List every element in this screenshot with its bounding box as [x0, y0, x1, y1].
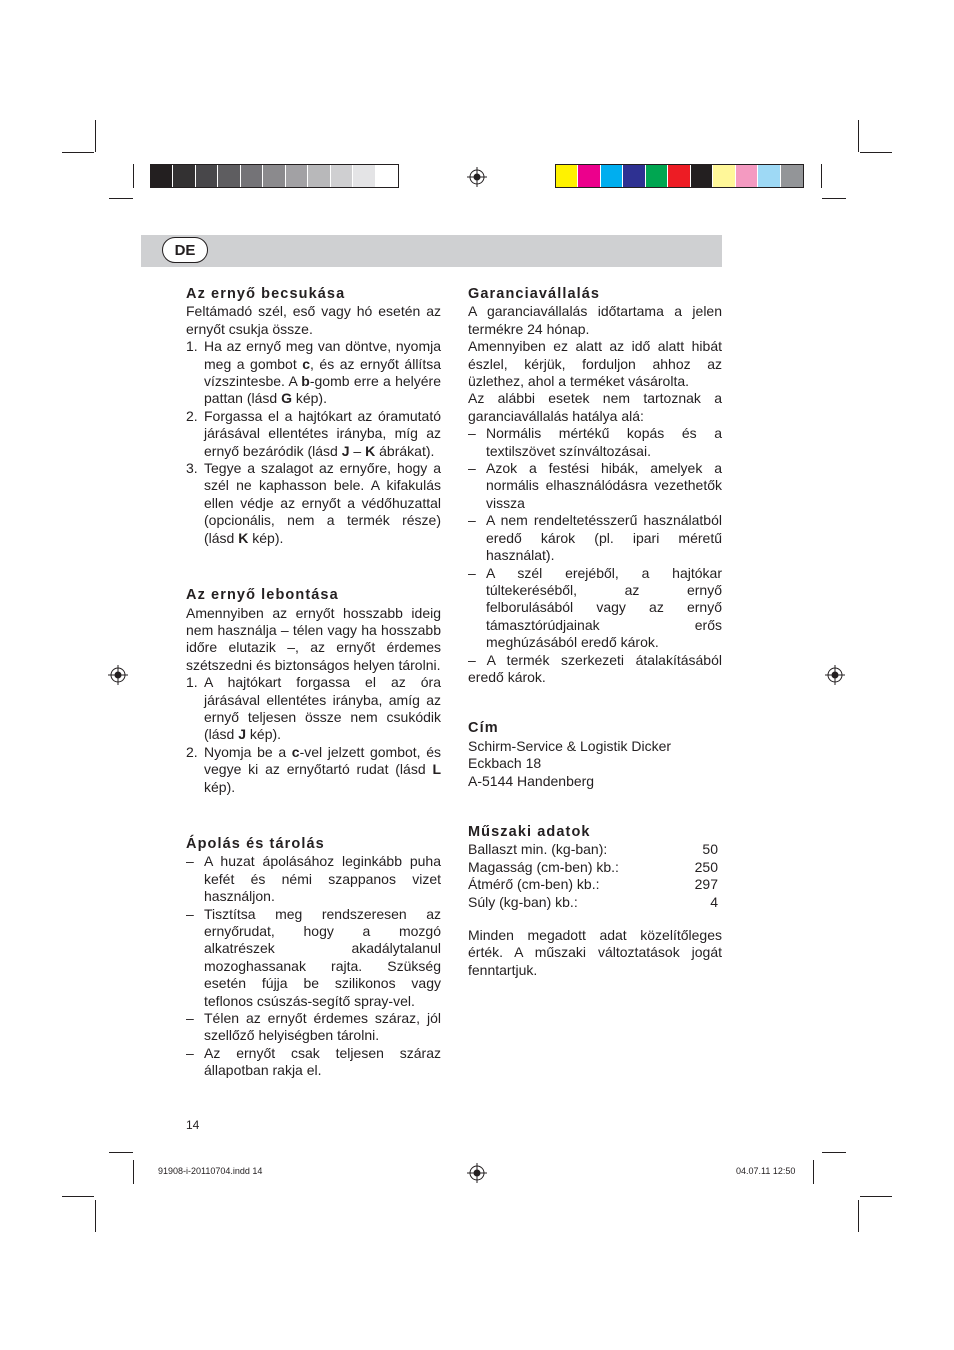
list-item — [468, 512, 722, 564]
section-title-dismantling: Az ernyő lebontása — [186, 587, 339, 604]
list-item — [186, 906, 441, 1010]
slug-date: 04.07.11 12:50 — [736, 1166, 796, 1176]
spec-value: 250 — [694, 858, 718, 875]
list-item-text: Azok a festési hibák, amelyek a normális elhasználódásra vezethetők vissza — [486, 460, 722, 511]
color-swatch — [556, 165, 578, 187]
paragraph: Amennyiben ez alatt az idő alatt hibát észlel, kérjük, forduljon ahhoz az üzlethez, ahol a terméket vásárolta. — [468, 338, 722, 390]
dash-list — [186, 853, 441, 1079]
spec-table — [468, 841, 722, 911]
list-marker: 3. — [186, 460, 198, 477]
registration-mark-icon — [825, 665, 845, 685]
list-item — [186, 853, 441, 905]
numbered-list — [186, 674, 441, 796]
list-item-text: Tisztítsa meg rendszeresen az ernyőrudat, hogy a mozgó alkatrészek akadálytalanul mozoghassanak rajta. Szükség esetén fújja be szilikonos vagy teflonos csúszás-segítő spray-vel. — [204, 905, 441, 1009]
grey-swatch — [376, 165, 398, 187]
spec-label: Ballaszt min. (kg-ban): — [468, 841, 608, 858]
color-swatch — [623, 165, 645, 187]
grey-swatch — [286, 165, 308, 187]
list-marker: 2. — [186, 743, 198, 760]
crop-mark — [62, 152, 94, 153]
registration-mark-icon — [467, 167, 487, 187]
spec-row — [468, 894, 718, 911]
list-marker: – — [468, 564, 476, 581]
paragraph: A garanciavállalás időtartama a jelen termékre 24 hónap. — [468, 303, 722, 337]
page-number: 14 — [186, 1118, 200, 1132]
crop-mark — [133, 164, 134, 188]
spec-value: 50 — [702, 841, 718, 858]
address-line: A-5144 Handenberg — [468, 772, 595, 789]
list-item — [468, 565, 722, 652]
list-marker: – — [186, 853, 194, 870]
slug-file: 91908-i-20110704.indd 14 — [158, 1166, 263, 1176]
paragraph: – A termék szerkezeti átalakításából eredő károk. — [468, 651, 722, 685]
color-swatch — [646, 165, 668, 187]
list-marker: 2. — [186, 407, 198, 424]
list-marker: – — [186, 905, 194, 922]
grey-swatch — [331, 165, 353, 187]
list-marker: – — [468, 512, 476, 529]
color-swatch — [601, 165, 623, 187]
spec-label: Átmérő (cm-ben) kb.: — [468, 876, 600, 893]
color-swatch-bar — [555, 164, 804, 188]
list-item-text: Télen az ernyőt érdemes száraz, jól szellőző helyiségben tárolni. — [204, 1010, 441, 1044]
crop-mark — [858, 1200, 859, 1232]
header-band — [141, 235, 722, 267]
crop-mark — [822, 1152, 846, 1153]
paragraph: Feltámadó szél, eső vagy hó esetén az ernyőt csukja össze. — [186, 303, 441, 337]
list-item-text: Nyomja be a c-vel jelzett gombot, és vegye ki az ernyőtartó rudat (lásd L kép). — [204, 743, 442, 795]
spec-label: Súly (kg-ban) kb.: — [468, 893, 578, 910]
crop-mark — [62, 1196, 94, 1197]
grey-swatch — [308, 165, 330, 187]
list-marker: – — [186, 1010, 194, 1027]
grey-swatch — [353, 165, 375, 187]
crop-mark — [822, 198, 846, 199]
color-swatch — [691, 165, 713, 187]
list-item-text: Tegye a szalagot az ernyőre, hogy a szél ne kaphasson bele. A kifakulás ellen védje az ernyőt a védőhuzattal (opcionális, nem a termék része) (lásd K kép). — [204, 460, 441, 546]
list-item — [186, 338, 441, 408]
color-swatch — [713, 165, 735, 187]
spec-row — [468, 876, 718, 893]
list-item-text: Forgassa el a hajtókart az óramutató járásával ellentétes irányba, míg az ernyő bezáródik (lásd J – K ábrákat). — [204, 407, 441, 459]
list-item-text: A nem rendeltetésszerű használatból eredő károk (pl. ipari méretű használat). — [486, 512, 722, 564]
list-item-text: Az ernyőt csak teljesen száraz állapotban rakja el. — [204, 1044, 441, 1079]
paragraph: Amennyiben az ernyőt hosszabb ideig nem használja – télen vagy ha hosszabb időre elutazik –, az ernyőt érdemes szétszedni és biztonságos helyen tárolni. — [186, 604, 441, 673]
address-line: Schirm-Service & Logistik Dicker — [468, 737, 672, 754]
crop-mark — [860, 1196, 892, 1197]
section-title-closing: Az ernyő becsukása — [186, 286, 346, 302]
grey-swatch — [151, 165, 173, 187]
color-swatch — [668, 165, 690, 187]
list-item — [468, 425, 722, 460]
list-item — [186, 1045, 441, 1080]
paragraph: Minden megadott adat közelítőleges érték. A műszaki változtatások jogát fenntartjuk. — [468, 927, 722, 978]
registration-mark-icon — [108, 665, 128, 685]
section-title-address: Cím — [468, 720, 499, 737]
list-marker: – — [468, 460, 476, 477]
section-title-specs: Műszaki adatok — [468, 823, 591, 840]
right-column — [468, 286, 722, 979]
color-swatch — [758, 165, 780, 187]
list-marker: 1. — [186, 674, 198, 691]
registration-mark-icon — [467, 1163, 487, 1183]
list-marker: – — [468, 425, 476, 442]
list-item — [186, 674, 441, 744]
section-title-warranty: Garanciavállalás — [468, 286, 601, 302]
address-line: Eckbach 18 — [468, 755, 542, 772]
list-item — [186, 1010, 441, 1045]
grey-swatch-bar — [150, 164, 399, 188]
list-item — [186, 460, 441, 547]
list-marker: 1. — [186, 338, 198, 355]
dash-list — [468, 425, 722, 651]
crop-mark — [860, 152, 892, 153]
left-column — [186, 286, 441, 1080]
crop-mark — [858, 120, 859, 152]
list-item-text: A hajtókart forgassa el az óra járásával ellentétes irányba, amíg az ernyő teljesen össze nem csukódik (lásd J kép). — [204, 674, 441, 743]
spec-value: 297 — [694, 876, 718, 893]
crop-mark — [109, 198, 133, 199]
crop-mark — [95, 120, 96, 152]
grey-swatch — [196, 165, 218, 187]
crop-mark — [133, 1160, 134, 1184]
spec-label: Magasság (cm-ben) kb.: — [468, 858, 619, 875]
section-title-care: Ápolás és tárolás — [186, 835, 325, 852]
spec-row — [468, 841, 718, 858]
list-item-text: Ha az ernyő meg van döntve, nyomja meg a gombot c, és az ernyőt állítsa vízszintesbe. A b-gomb erre a helyére pattan (lásd G kép). — [204, 338, 442, 407]
list-marker: – — [186, 1044, 194, 1061]
crop-mark — [813, 1160, 814, 1184]
color-swatch — [578, 165, 600, 187]
grey-swatch — [218, 165, 240, 187]
list-item — [468, 460, 722, 512]
grey-swatch — [241, 165, 263, 187]
language-badge: DE — [162, 237, 208, 263]
list-item — [186, 744, 441, 796]
spec-row — [468, 859, 718, 876]
crop-mark — [109, 1152, 133, 1153]
crop-mark — [821, 164, 822, 188]
grey-swatch — [263, 165, 285, 187]
spec-value: 4 — [710, 893, 718, 910]
color-swatch — [736, 165, 758, 187]
list-item-text: A huzat ápolásához leginkább puha kefét és némi szappanos vizet használjon. — [204, 853, 441, 905]
color-swatch — [781, 165, 803, 187]
list-item-text: Normális mértékű kopás és a textilszövet színváltozásai. — [486, 425, 722, 459]
numbered-list — [186, 338, 441, 547]
list-item-text: A szél erejéből, a hajtókar túltekeréséből, az ernyő felborulásából vagy az ernyő támasztórúdjainak erős meghúzásából eredő károk. — [486, 564, 722, 651]
paragraph: Az alábbi esetek nem tartoznak a garanciavállalás hatálya alá: — [468, 390, 722, 424]
list-item — [186, 408, 441, 460]
crop-mark — [95, 1200, 96, 1232]
grey-swatch — [173, 165, 195, 187]
